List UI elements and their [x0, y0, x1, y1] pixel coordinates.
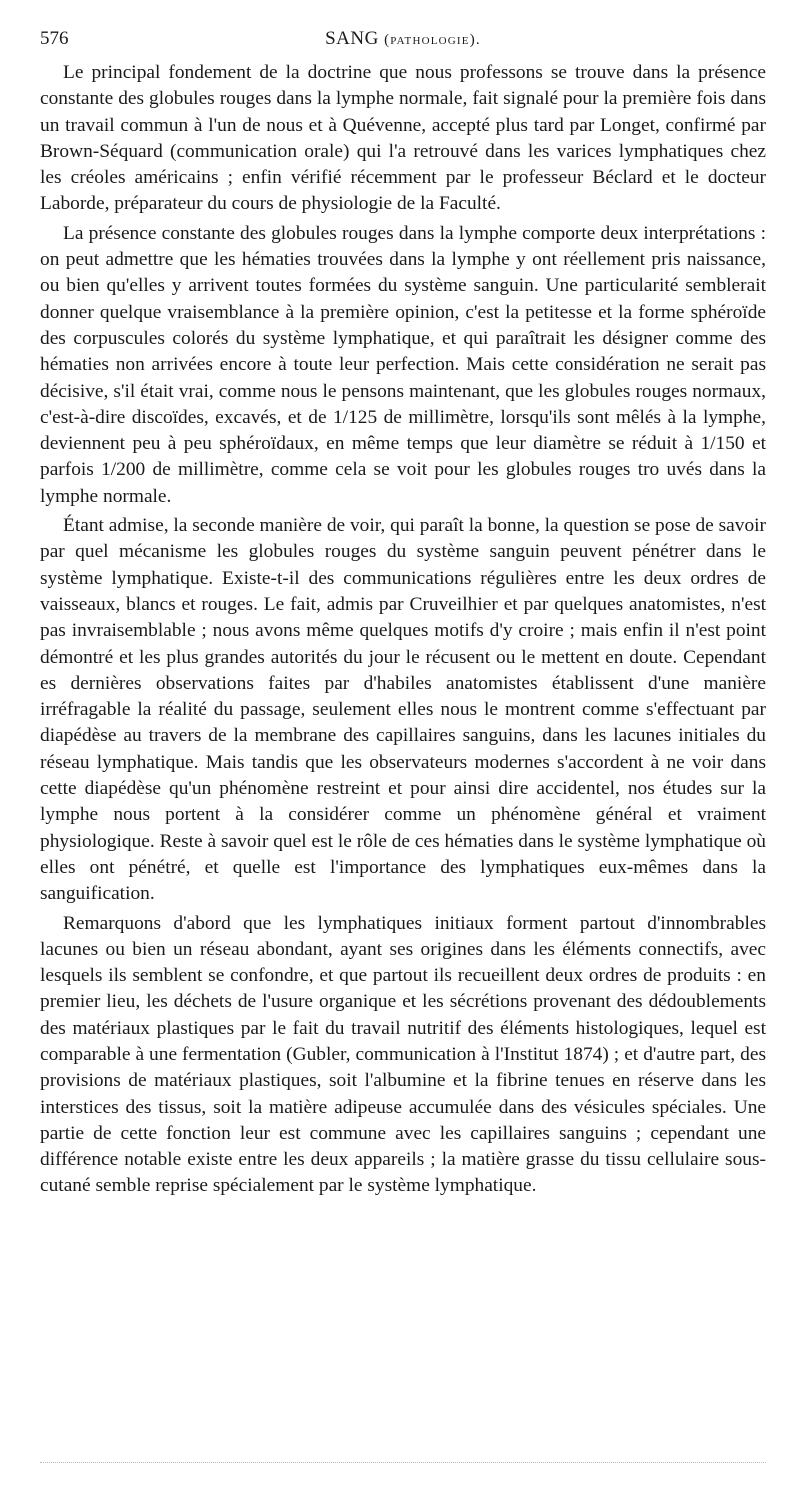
page-bottom-rule [40, 1462, 766, 1463]
paragraph-4: Remarquons d'abord que les lymphatiques initiaux forment partout d'innombrables lacunes ou bien un réseau abondant, ayant ses origines dans les éléments connectifs, avec lesquels ils semblent se confondre, et que partout ils recueillent deux ordres de produits : en premier lieu, les déchets de l'usure organique et les sécrétions provenant des dédoublements des matériaux plastiques par le fait du travail nutritif des éléments histologiques, lequel est comparable à une fermentation (Gubler, communication à l'Institut 1874) ; et d'autre part, des provisions de matériaux plastiques, soit l'albumine et la fibrine tenues en réserve dans les interstices des tissus, soit la matière adipeuse accumulée dans des vésicules spéciales. Une partie de cette fonction leur est commune avec les capillaires sanguins ; cependant une différence notable existe entre les deux appareils ; la matière grasse du tissu cellulaire sous-cutané semble reprise spécialement par le système lymphatique. [40, 912, 766, 1197]
body-text [40, 60, 766, 1203]
paragraph-1: Le principal fondement de la doctrine que nous professons se trouve dans la présence constante des globules rouges dans la lymphe normale, fait signalé pour la première fois dans un travail commun à l'un de nous et à Quévenne, accepté plus tard par Longet, confirmé par Brown-Séquard (communication orale) qui l'a retrouvé dans les varices lymphatiques chez les créoles américains ; enfin vérifié récemment par le professeur Béclard et le docteur Laborde, préparateur du cours de physiologie de la Faculté. [40, 62, 766, 215]
running-head [40, 28, 766, 56]
running-title [40, 28, 766, 50]
paragraph-3: Étant admise, la seconde manière de voir, qui paraît la bonne, la question se pose de savoir par quel mécanisme les globules rouges du système sanguin peuvent pénétrer dans le système lymphatique. Existe-t-il des communications régulières entre les deux ordres de vaisseaux, blancs et rouges. Le fait, admis par Cruveilhier et par quelques anatomistes, n'est pas invraisemblable ; nous avons même quelques motifs d'y croire ; mais enfin il n'est point démontré et les plus grandes autorités du jour le récusent ou le mettent en doute. Cependant es dernières observations faites par d'habiles anatomistes établissent d'une manière irréfragable la réalité du passage, seulement elles nous le montrent comme s'effectuant par diapédèse au travers de la membrane des capillaires sanguins, dans les lacunes initiales du réseau lymphatique. Mais tandis que les observateurs modernes s'accordent à ne voir dans cette diapédèse qu'un phénomène restreint et pour ainsi dire accidentel, nos études sur la lymphe nous portent à la considérer comme un phénomène général et vraiment physiologique. Reste à savoir quel est le rôle de ces hématies dans le système lymphatique où elles ont pénétré, et quelle est l'importance des lymphatiques eux-mêmes dans la sanguification. [40, 515, 766, 905]
paragraph-2: La présence constante des globules rouges dans la lymphe comporte deux interprétations : on peut admettre que les hématies trouvées dans la lymphe y ont réellement pris naissance, ou bien qu'elles y arrivent toutes formées du système sanguin. Une particularité semblerait donner quelque vraisemblance à la première opinion, c'est la petitesse et la forme sphéroïde des corpuscules colorés du système lymphatique, et qui paraîtrait les désigner comme des hématies non arrivées encore à toute leur perfection. Mais cette considération ne serait pas décisive, s'il était vrai, comme nous le pensons maintenant, que les globules rouges normaux, c'est-à-dire discoïdes, excavés, et de 1/125 de millimètre, lorsqu'ils sont mêlés à la lymphe, deviennent peu à peu sphéroïdaux, en même temps que leur diamètre se réduit à 1/150 et parfois 1/200 de millimètre, comme cela se voit pour les globules rouges tro uvés dans la lymphe normale. [40, 222, 766, 507]
running-title-main: SANG [325, 28, 379, 49]
running-title-subtitle: (pathologie). [384, 32, 481, 48]
page-number: 576 [40, 28, 69, 49]
